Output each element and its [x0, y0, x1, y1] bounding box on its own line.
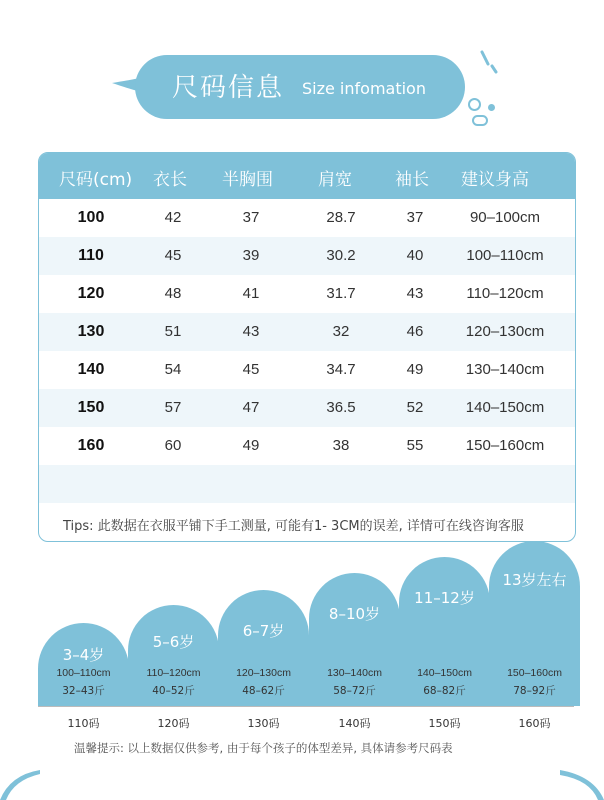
table-row — [39, 199, 575, 237]
table-cell: 40 — [406, 247, 424, 264]
decor-left — [0, 770, 40, 800]
table-cell: 57 — [164, 399, 182, 416]
size-table — [38, 152, 576, 542]
table-cell: 37 — [242, 209, 260, 226]
size-code-label: 160码 — [518, 717, 551, 730]
header-size: 尺码(cm) — [59, 170, 133, 190]
chart-baseline — [38, 706, 574, 707]
table-cell: 150–160cm — [465, 437, 545, 454]
cell-size: 130 — [77, 323, 105, 340]
table-cell: 110–120cm — [466, 285, 544, 302]
arch-weight-range: 40–52斤 — [152, 685, 195, 697]
arch-age-label: 3–4岁 — [62, 646, 105, 664]
age-arch — [309, 573, 400, 706]
tips-text: Tips: 此数据在衣服平铺下手工测量, 可能有1- 3CM的误差, 详情可在线咨询客服 — [63, 519, 524, 534]
table-header — [39, 153, 575, 199]
table-cell: 130–140cm — [465, 361, 545, 378]
table-row-empty — [39, 465, 575, 503]
table-row — [39, 389, 575, 427]
table-cell: 36.5 — [326, 399, 356, 416]
table-cell: 90–100cm — [469, 209, 541, 226]
table-cell: 45 — [164, 247, 182, 264]
table-cell: 49 — [406, 361, 424, 378]
arch-weight-range: 68–82斤 — [423, 685, 466, 697]
arch-height-range: 150–160cm — [507, 667, 562, 679]
arch-age-label: 8–10岁 — [328, 605, 381, 623]
cell-size: 160 — [77, 437, 105, 454]
arch-height-range: 110–120cm — [146, 667, 201, 679]
arch-age-label: 5–6岁 — [152, 633, 195, 651]
size-code-label: 150码 — [428, 717, 461, 730]
bubble-dot — [468, 98, 481, 111]
table-cell: 51 — [164, 323, 182, 340]
table-cell: 30.2 — [326, 247, 356, 264]
table-cell: 32 — [332, 323, 350, 340]
age-arch — [399, 557, 490, 706]
arch-height-range: 140–150cm — [417, 667, 472, 679]
size-code-label: 140码 — [338, 717, 371, 730]
size-code-label: 120码 — [157, 717, 190, 730]
decor-right — [560, 770, 604, 800]
table-cell: 140–150cm — [465, 399, 545, 416]
table-cell: 42 — [164, 209, 182, 226]
table-cell: 45 — [242, 361, 260, 378]
table-cell: 48 — [164, 285, 182, 302]
header-length: 衣长 — [153, 170, 187, 190]
arch-height-range: 100–110cm — [56, 667, 111, 679]
header-height: 建议身高 — [461, 170, 529, 190]
cell-size: 110 — [78, 247, 104, 264]
arch-age-label: 11–12岁 — [414, 589, 475, 607]
table-cell: 55 — [406, 437, 424, 454]
table-cell: 38 — [332, 437, 350, 454]
footer-note: 温馨提示: 以上数据仅供参考, 由于每个孩子的体型差异, 具体请参考尺码表 — [74, 741, 453, 755]
cell-size: 120 — [77, 285, 105, 302]
table-cell: 46 — [406, 323, 424, 340]
cell-size: 150 — [77, 399, 105, 416]
table-row — [39, 275, 575, 313]
age-arch — [38, 623, 129, 706]
age-arch — [218, 590, 309, 706]
table-cell: 39 — [242, 247, 260, 264]
arch-age-label: 13岁左右 — [502, 571, 567, 589]
table-row — [39, 427, 575, 465]
arch-height-range: 130–140cm — [327, 667, 382, 679]
table-cell: 34.7 — [326, 361, 356, 378]
table-cell: 43 — [242, 323, 260, 340]
arch-weight-range: 32–43斤 — [62, 685, 105, 697]
table-cell: 54 — [164, 361, 182, 378]
bubble-dot — [472, 115, 488, 126]
header-title-cn: 尺码信息 — [172, 73, 285, 103]
table-cell: 100–110cm — [466, 247, 544, 264]
table-cell: 120–130cm — [465, 323, 545, 340]
cell-size: 100 — [77, 209, 105, 226]
arch-weight-range: 78–92斤 — [513, 685, 556, 697]
arch-weight-range: 48–62斤 — [242, 685, 285, 697]
table-cell: 31.7 — [326, 285, 356, 302]
header-chest: 半胸围 — [222, 170, 273, 190]
arch-age-label: 6–7岁 — [242, 622, 285, 640]
size-code-label: 130码 — [247, 717, 280, 730]
arch-weight-range: 58–72斤 — [333, 685, 376, 697]
table-cell: 28.7 — [326, 209, 356, 226]
bubble-dot — [488, 104, 495, 111]
age-arch — [489, 541, 580, 706]
table-row — [39, 313, 575, 351]
cell-size: 140 — [77, 361, 105, 378]
table-cell: 37 — [406, 209, 424, 226]
table-cell: 41 — [242, 285, 260, 302]
bubble-sparkle — [478, 50, 500, 80]
table-cell: 52 — [406, 399, 424, 416]
header-title-en: Size infomation — [302, 79, 426, 98]
table-row — [39, 237, 575, 275]
table-cell: 49 — [242, 437, 260, 454]
arch-height-range: 120–130cm — [236, 667, 291, 679]
size-code-label: 110码 — [67, 717, 100, 730]
table-cell: 47 — [242, 399, 260, 416]
age-arch — [128, 605, 219, 706]
header-shoulder: 肩宽 — [318, 170, 352, 190]
table-row — [39, 351, 575, 389]
header-sleeve: 袖长 — [395, 170, 429, 190]
table-cell: 43 — [406, 285, 424, 302]
table-cell: 60 — [164, 437, 182, 454]
